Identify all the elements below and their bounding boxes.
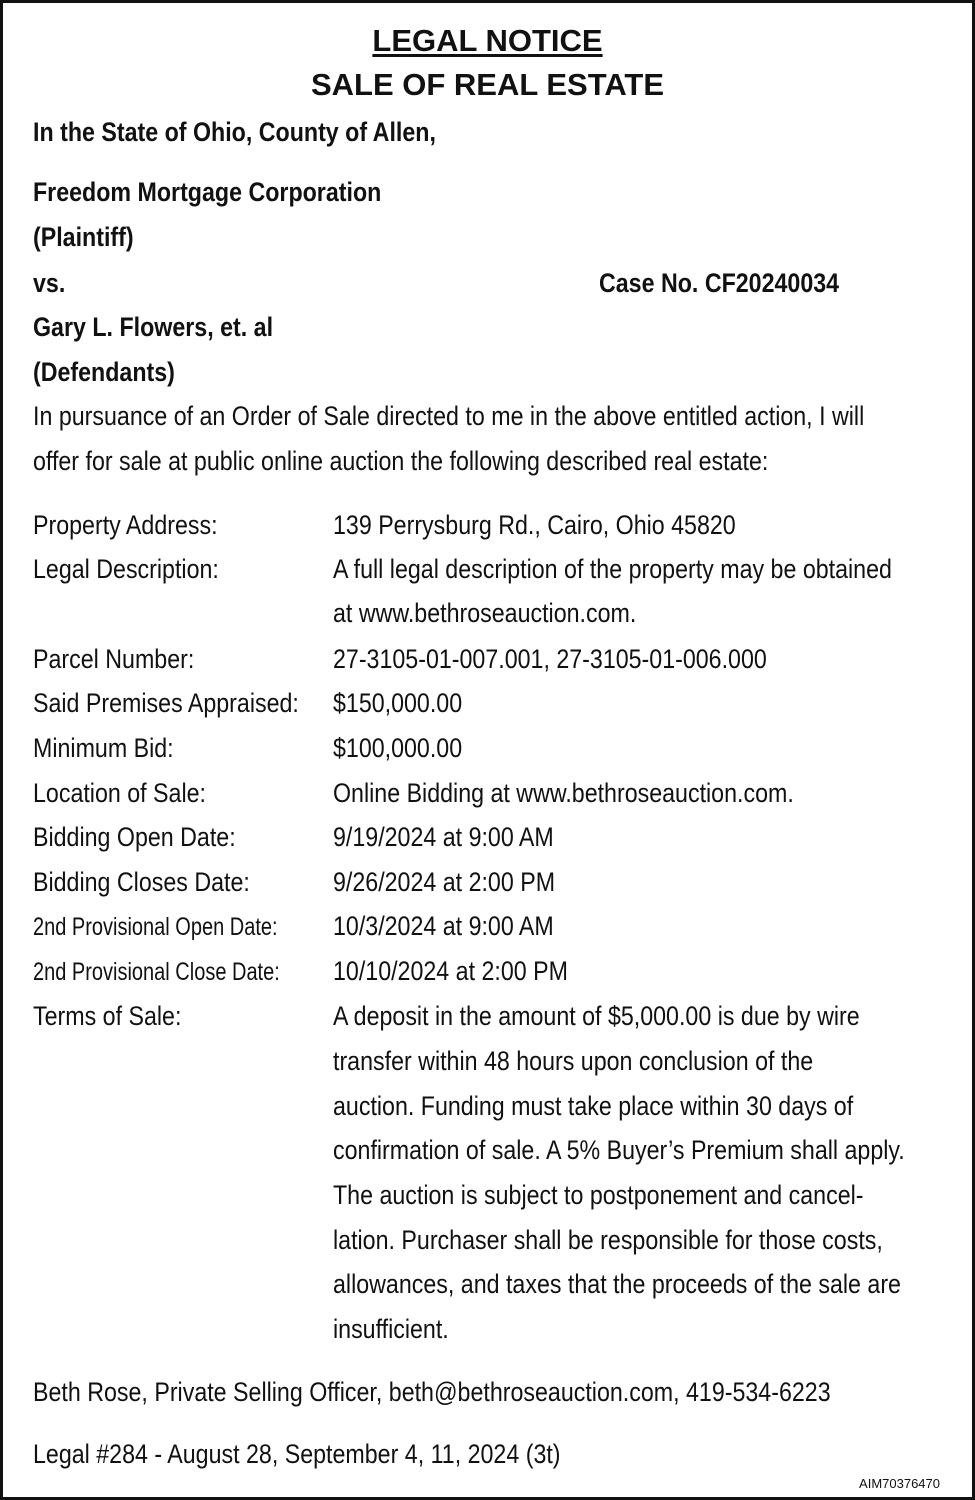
- parcel-number-label: Parcel Number:: [33, 644, 195, 674]
- terms-line: allowances, and taxes that the proceeds of the sale are: [333, 1269, 901, 1299]
- terms-label: Terms of Sale:: [33, 1001, 182, 1031]
- case-number: Case No. CF20240034: [599, 268, 840, 298]
- legal-description-label: Legal Description:: [33, 554, 219, 584]
- terms-line: auction. Funding must take place within 30 days of: [333, 1091, 854, 1121]
- terms-line: transfer within 48 hours upon conclusion of the: [333, 1046, 814, 1076]
- defendant-name: Gary L. Flowers, et. al: [33, 312, 274, 342]
- notice-subtitle: SALE OF REAL ESTATE: [310, 67, 665, 102]
- legal-description-value: A full legal description of the property may be obtained: [333, 554, 892, 584]
- location-value: Online Bidding at www.bethroseauction.com.: [333, 778, 794, 808]
- terms-line: insufficient.: [333, 1314, 449, 1344]
- prov-open-value: 10/3/2024 at 9:00 AM: [333, 911, 554, 941]
- parcel-number-value: 27-3105-01-007.001, 27-3105-01-006.000: [333, 644, 767, 674]
- appraised-value: $150,000.00: [333, 688, 463, 718]
- terms-line: A deposit in the amount of $5,000.00 is due by wire: [333, 1001, 860, 1031]
- notice-title: LEGAL NOTICE: [372, 23, 603, 58]
- selling-officer: Beth Rose, Private Selling Officer, beth@bethroseauction.com, 419-534-6223: [33, 1377, 831, 1407]
- legal-reference: Legal #284 - August 28, September 4, 11, 2024 (3t): [33, 1439, 561, 1469]
- prov-close-label: 2nd Provisional Close Date:: [33, 958, 280, 986]
- close-date-value: 9/26/2024 at 2:00 PM: [333, 867, 556, 897]
- location-label: Location of Sale:: [33, 778, 206, 808]
- property-address-value: 139 Perrysburg Rd., Cairo, Ohio 45820: [333, 510, 736, 540]
- close-date-label: Bidding Closes Date:: [33, 867, 250, 897]
- minimum-bid-value: $100,000.00: [333, 733, 463, 763]
- prov-close-value: 10/10/2024 at 2:00 PM: [333, 956, 568, 986]
- intro-line: In pursuance of an Order of Sale directed to me in the above entitled action, I will: [33, 401, 865, 431]
- terms-line: The auction is subject to postponement and cancel-: [333, 1180, 864, 1210]
- open-date-value: 9/19/2024 at 9:00 AM: [333, 822, 554, 852]
- appraised-label: Said Premises Appraised:: [33, 688, 299, 718]
- plaintiff-name: Freedom Mortgage Corporation: [33, 177, 382, 207]
- versus: vs.: [33, 268, 66, 298]
- terms-line: confirmation of sale. A 5% Buyer’s Premium shall apply.: [333, 1135, 905, 1165]
- property-address-label: Property Address:: [33, 510, 218, 540]
- defendant-role: (Defendants): [33, 357, 175, 387]
- legal-description-value: at www.bethroseauction.com.: [333, 598, 637, 628]
- terms-line: lation. Purchaser shall be responsible for those costs,: [333, 1225, 883, 1255]
- prov-open-label: 2nd Provisional Open Date:: [33, 913, 278, 941]
- ad-code: AIM70376470: [859, 1476, 940, 1491]
- plaintiff-role: (Plaintiff): [33, 222, 134, 252]
- minimum-bid-label: Minimum Bid:: [33, 733, 174, 763]
- jurisdiction: In the State of Ohio, County of Allen,: [33, 117, 436, 147]
- intro-line: offer for sale at public online auction the following described real estate:: [33, 446, 769, 476]
- open-date-label: Bidding Open Date:: [33, 822, 236, 852]
